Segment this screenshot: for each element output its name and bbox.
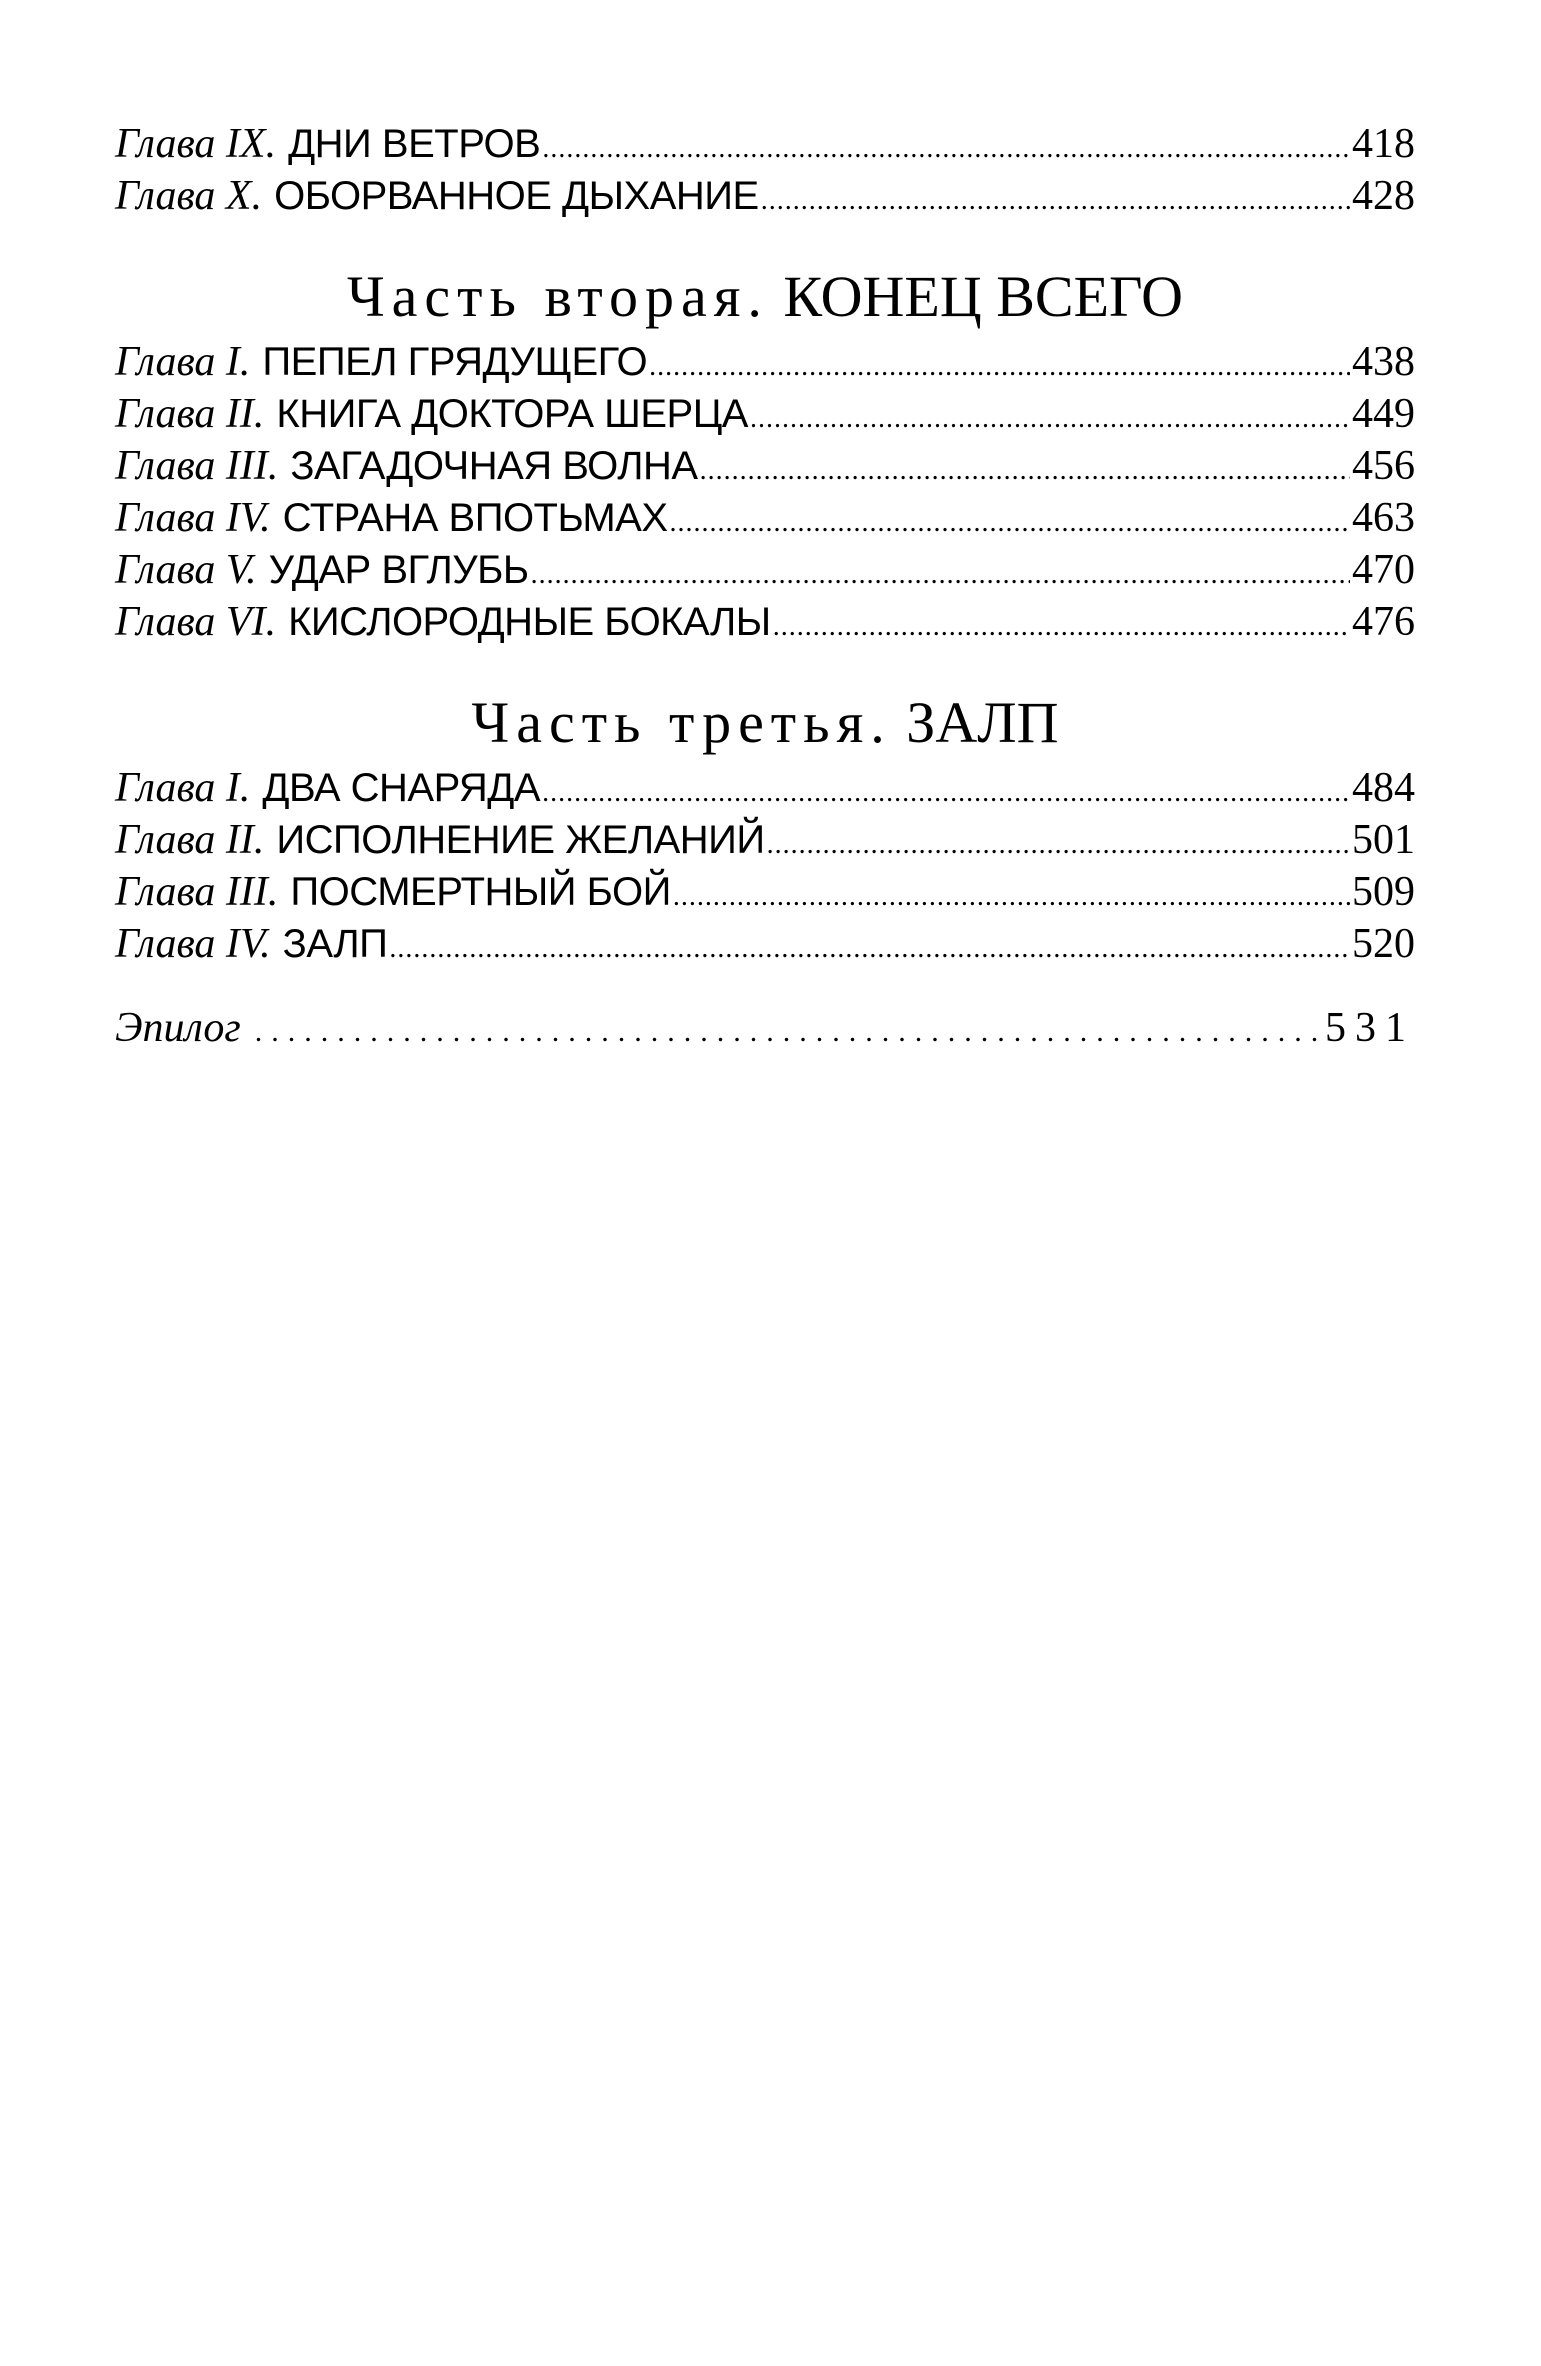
part-two-heading xyxy=(115,222,1415,336)
dot-leader xyxy=(673,871,1350,923)
part-three-heading xyxy=(115,648,1415,762)
chapter-number: Глава I. xyxy=(115,765,251,811)
dot-leader xyxy=(389,923,1350,975)
chapter-title: ДНИ ВЕТРОВ xyxy=(288,122,541,166)
page-number: 463 xyxy=(1352,495,1415,541)
chapter-title: ПЕПЕЛ ГРЯДУЩЕГО xyxy=(262,340,648,384)
page-number: 509 xyxy=(1352,869,1415,915)
toc-entry xyxy=(115,492,1415,544)
part-name: КОНЕЦ ВСЕГО xyxy=(783,264,1184,329)
dot-leader xyxy=(767,819,1350,871)
page-number: 520 xyxy=(1352,921,1415,967)
table-of-contents xyxy=(115,118,1415,1064)
dot-leader xyxy=(761,175,1350,227)
chapter-number: Глава IV. xyxy=(115,921,271,967)
toc-entry xyxy=(115,440,1415,492)
toc-entry xyxy=(115,170,1415,222)
page-number: 470 xyxy=(1352,547,1415,593)
page-number: 456 xyxy=(1352,443,1415,489)
page-number: 501 xyxy=(1352,817,1415,863)
dot-leader xyxy=(750,393,1350,445)
page-number: 484 xyxy=(1352,765,1415,811)
dot-leader xyxy=(542,123,1350,175)
chapter-number: Глава X. xyxy=(115,173,263,219)
chapter-number: Глава III. xyxy=(115,443,279,489)
toc-entry xyxy=(115,866,1415,918)
toc-entry xyxy=(115,814,1415,866)
chapter-title: ЗАЛП xyxy=(282,922,388,966)
chapter-number: Глава V. xyxy=(115,547,257,593)
chapter-number: Глава II. xyxy=(115,817,265,863)
dot-leader xyxy=(542,767,1350,819)
toc-entry xyxy=(115,118,1415,170)
chapter-title: УДАР ВГЛУБЬ xyxy=(268,548,529,592)
chapter-title: ИСПОЛНЕНИЕ ЖЕЛАНИЙ xyxy=(276,818,765,862)
chapter-title: ЗАГАДОЧНАЯ ВОЛНА xyxy=(290,444,698,488)
chapter-title: КИСЛОРОДНЫЕ БОКАЛЫ xyxy=(288,600,771,644)
page-number: 449 xyxy=(1352,391,1415,437)
chapter-number: Глава IV. xyxy=(115,495,271,541)
page-number: 418 xyxy=(1352,121,1415,167)
toc-entry xyxy=(115,762,1415,814)
chapter-title: КНИГА ДОКТОРА ШЕРЦА xyxy=(276,392,748,436)
toc-entry xyxy=(115,388,1415,440)
dot-leader xyxy=(700,445,1350,497)
dot-leader xyxy=(255,996,1325,1068)
epilog-label: Эпилог xyxy=(115,1005,241,1051)
dot-leader xyxy=(531,549,1350,601)
chapter-number: Глава I. xyxy=(115,339,251,385)
page-number: 438 xyxy=(1352,339,1415,385)
part-label: Часть вторая. xyxy=(346,264,769,329)
chapter-title: ПОСМЕРТНЫЙ БОЙ xyxy=(290,870,671,914)
chapter-number: Глава VI. xyxy=(115,599,277,645)
page-number: 531 xyxy=(1325,1005,1415,1051)
chapter-title: ДВА СНАРЯДА xyxy=(262,766,541,810)
chapter-number: Глава III. xyxy=(115,869,279,915)
toc-entry xyxy=(115,596,1415,648)
chapter-title: СТРАНА ВПОТЬМАХ xyxy=(282,496,668,540)
page-number: 476 xyxy=(1352,599,1415,645)
dot-leader xyxy=(773,601,1350,653)
toc-entry-epilog xyxy=(115,992,1415,1064)
chapter-title: ОБОРВАННОЕ ДЫХАНИЕ xyxy=(274,174,759,218)
dot-leader xyxy=(649,341,1350,393)
part-label: Часть третья. xyxy=(471,690,892,755)
toc-entry xyxy=(115,336,1415,388)
chapter-number: Глава II. xyxy=(115,391,265,437)
dot-leader xyxy=(670,497,1350,549)
toc-entry xyxy=(115,918,1415,970)
chapter-number: Глава IX. xyxy=(115,121,277,167)
page-number: 428 xyxy=(1352,173,1415,219)
toc-entry xyxy=(115,544,1415,596)
part-name: ЗАЛП xyxy=(906,690,1059,755)
